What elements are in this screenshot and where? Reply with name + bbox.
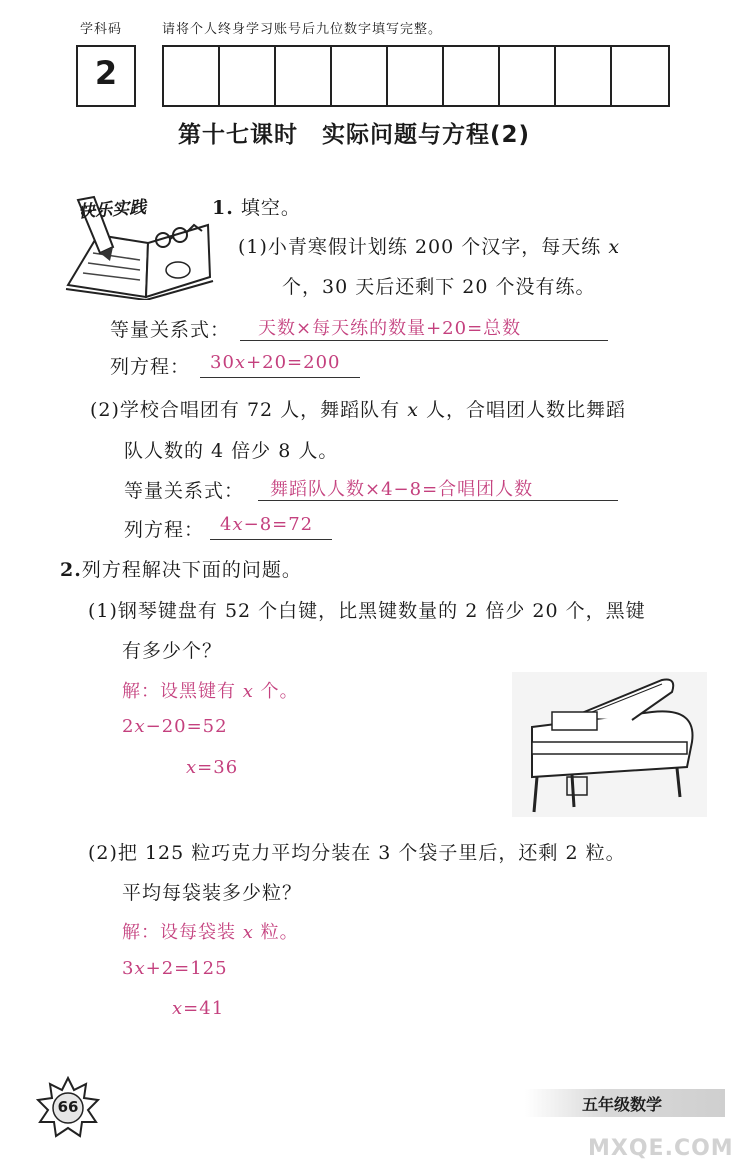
q2-p1-solution-equation [122,716,228,737]
sol-part: =36 [197,757,239,778]
sol-part: +2=125 [145,958,228,979]
account-number-cells [162,45,670,107]
sol-part: −20=52 [145,716,228,737]
sol-part: 个。 [253,681,299,702]
sol-part: 3 [122,958,135,979]
sol-part: 解：设每袋装 [122,922,243,943]
q1-p1-line2: 个，30 天后还剩下 20 个没有练。 [282,276,596,298]
eq-part: −8=72 [243,514,314,535]
q2-heading [60,555,302,582]
q2-text: 列方程解决下面的问题。 [81,559,302,581]
grade-label: 五年级数学 [582,1095,663,1114]
subject-code-label: 学科码 [80,22,123,37]
account-cell[interactable] [500,47,556,105]
q1-p2-equation-answer [220,514,313,535]
q2-p2-line2: 平均每袋装多少粒？ [122,882,303,904]
page-number-badge [36,1076,100,1140]
sol-part: 解：设黑键有 [122,681,243,702]
answer-underline [240,340,608,341]
account-cell[interactable] [164,47,220,105]
account-cell[interactable] [332,47,388,105]
q2-p1-solution-result [186,757,238,778]
account-cell[interactable] [444,47,500,105]
q1-p1-equation-answer [210,352,341,373]
q2-p2-solution-result [172,998,224,1019]
account-cell[interactable] [556,47,612,105]
account-cell[interactable] [276,47,332,105]
q2-p2-solution-let [122,918,299,944]
sol-var: x [134,958,146,979]
q1-p2-equation-label: 列方程： [124,519,205,541]
answer-underline [258,500,618,501]
q1-p2-line1 [90,395,626,422]
grand-piano-icon [512,672,707,817]
sol-var: x [172,998,184,1019]
account-cell[interactable] [612,47,668,105]
sol-var: x [242,922,254,943]
eq-var: x [234,352,247,373]
q1-p1-text: (1)小青寒假计划练 200 个汉字，每天练 [238,236,609,258]
sol-var: x [134,716,146,737]
q1-p2-relation-answer: 舞蹈队人数×4−8=合唱团人数 [270,479,534,500]
sol-var: x [242,681,254,702]
eq-part: +20=200 [246,352,341,373]
q1-p2-var: x [407,399,419,421]
q2-number: 2. [60,559,82,581]
sol-part: =41 [183,998,225,1019]
q1-p1-relation-answer: 天数×每天练的数量+20=总数 [258,318,522,339]
q1-p2-line2: 队人数的 4 倍少 8 人。 [124,440,339,462]
q2-p2-solution-equation [122,958,228,979]
q1-p1-relation-label: 等量关系式： [110,319,231,341]
page-number: 66 [57,1098,79,1116]
q1-p2-text: (2)学校合唱团有 72 人，舞蹈队有 [90,399,408,421]
q1-number: 1. [212,197,234,219]
q1-p1-line1 [238,232,620,259]
account-cell[interactable] [388,47,444,105]
q1-p1-var: x [608,236,621,258]
badge-label: 快乐实践 [77,197,147,223]
sol-var: x [186,757,198,778]
q1-p2-text: 人，合唱团人数比舞蹈 [418,399,626,421]
eq-part: 30 [210,352,235,373]
q1-p1-equation-label: 列方程： [110,356,191,378]
sol-part: 粒。 [253,922,299,943]
q2-p1-solution-let [122,677,299,703]
q1-heading [212,193,301,220]
answer-underline [200,377,360,378]
watermark: MXQE.COM [588,1136,734,1161]
account-cell[interactable] [220,47,276,105]
q2-p2-line1: (2)把 125 粒巧克力平均分装在 3 个袋子里后，还剩 2 粒。 [88,842,626,864]
lesson-title: 第十七课时 实际问题与方程(2) [178,122,531,148]
account-instruction: 请将个人终身学习账号后九位数字填写完整。 [162,22,443,37]
piano-illustration [512,672,707,817]
eq-var: x [232,514,244,535]
subject-code-digit: 2 [94,54,118,92]
q1-p2-relation-label: 等量关系式： [124,480,245,502]
q2-p1-line1: (1)钢琴键盘有 52 个白键，比黑键数量的 2 倍少 20 个，黑键 [88,600,646,622]
answer-underline [210,539,332,540]
eq-part: 4 [220,514,233,535]
q1-text: 填空。 [240,197,301,219]
q2-p1-line2: 有多少个？ [122,640,223,662]
subject-code-box [76,45,136,107]
sol-part: 2 [122,716,135,737]
